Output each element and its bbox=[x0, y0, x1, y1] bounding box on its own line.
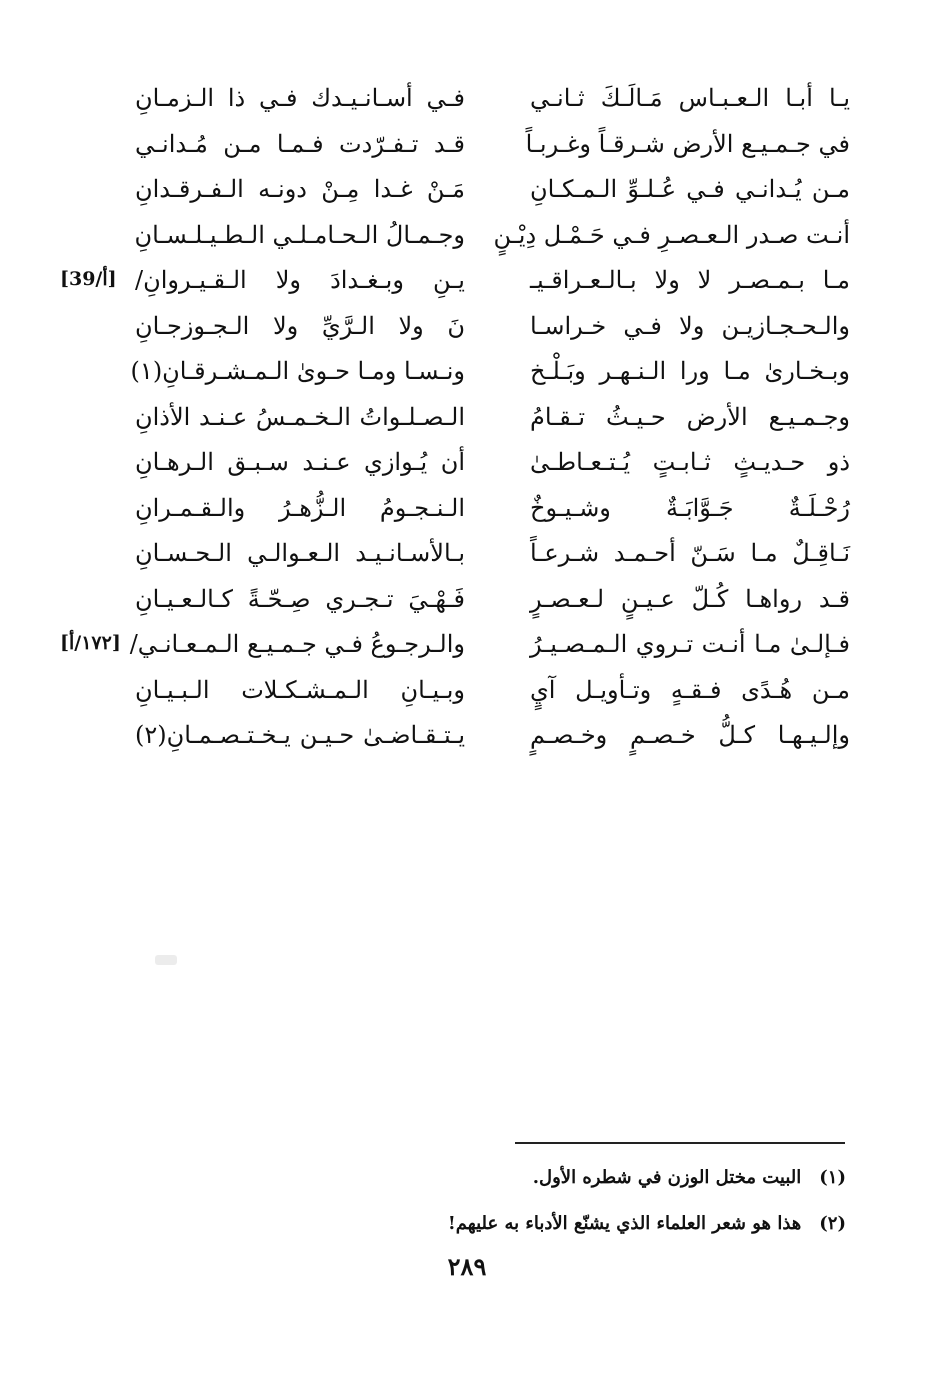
second-hemistich: نَ ولا الـرَّيِّ ولا الـجـوزجـانِ bbox=[135, 311, 465, 340]
second-hemistich: الـنـجـومُ الـزُّهـرُ والـقـمـرانِ bbox=[135, 493, 465, 522]
footnote-divider bbox=[515, 1142, 845, 1144]
verse-row bbox=[60, 397, 850, 443]
first-hemistich: يـا أبـا الـعـبـاس مَـالَـكَ ثـانـي bbox=[530, 84, 850, 112]
first-hemistich: وإلـيـهـا كـلُّ خـصـمٍ وخـصـمٍ bbox=[530, 721, 850, 749]
first-hemistich: أنـت صـدر الـعـصـرِ فـي حَـمْـل دِيْـنٍ bbox=[493, 220, 850, 249]
first-hemistich: مـا بـمـصـر لا ولا بـالـعـراقـيـ bbox=[530, 266, 850, 294]
poem bbox=[60, 78, 850, 761]
footnote bbox=[86, 1201, 846, 1247]
verse-row bbox=[60, 215, 850, 261]
second-hemistich: وبـيـانِ الـمـشـكـلات الـبـيـانِ bbox=[135, 675, 465, 704]
second-hemistich: ونـسـا ومـا حـوىٰ الـمـشـرقـانِ(١) bbox=[130, 357, 465, 385]
second-hemistich: وجـمـالُ الـحـامـلـي الـطـيـلـسـانِ bbox=[134, 220, 465, 249]
first-hemistich: مـن هُـدًى فـقـهٍ وتـأويـل آيٍ bbox=[530, 675, 850, 704]
second-hemistich: مَـنْ غـدا مِـنْ دونـه الـفـرقـدانِ bbox=[135, 175, 465, 203]
verse-row bbox=[60, 715, 850, 761]
verse-row bbox=[60, 442, 850, 488]
footnote bbox=[86, 1155, 846, 1201]
second-hemistich: يـتـقـاضـىٰ حـيـن يـخـتـصـمـانِ(٢) bbox=[135, 721, 465, 749]
verse-row bbox=[60, 351, 850, 397]
second-hemistich: قـد تـفـرّدت فـمـا مـن مُـدانـي bbox=[135, 129, 465, 158]
scan-smudge bbox=[155, 955, 177, 965]
second-hemistich: والـرجـوعُ فـي جـمـيـع الـمـعـانـي/ bbox=[129, 630, 465, 658]
verse-row bbox=[60, 533, 850, 579]
first-hemistich: وجـمـيـع الأرض حـيـثُ تـقـامُ bbox=[530, 402, 850, 431]
verse-row bbox=[60, 579, 850, 625]
second-hemistich: أن يُـوازي عـنـد سـبـق الـرهـانِ bbox=[135, 448, 465, 476]
verse-row bbox=[60, 169, 850, 215]
second-hemistich: فـي أسـانـيـدك فـي ذا الـزمـانِ bbox=[135, 84, 465, 112]
verse-row bbox=[60, 124, 850, 170]
manuscript-folio-ref: [39/أ] bbox=[60, 268, 117, 290]
footnote-number: (١) bbox=[819, 1167, 846, 1188]
second-hemistich: بـالأسـانـيـد الـعـوالـي الـحـسـانِ bbox=[135, 539, 465, 567]
manuscript-folio-ref: [١٧٢/أ] bbox=[60, 632, 121, 654]
first-hemistich: نَـاقِـلٌ مـا سَـنّ أحـمـد شـرعـاً bbox=[530, 539, 850, 567]
first-hemistich: قـد رواهـا كُـلّ عـيـنٍ لـعـصـرٍ bbox=[530, 584, 850, 613]
verse-row bbox=[60, 306, 850, 352]
first-hemistich: وبـخـارىٰ مـا ورا الـنـهـر وبَـلْـخ bbox=[530, 357, 850, 385]
verse-row bbox=[60, 488, 850, 534]
verse-row bbox=[60, 624, 850, 670]
footnote-text: البيت مختل الوزن في شطره الأول. bbox=[532, 1167, 802, 1188]
first-hemistich: مـن يُـدانـي فـي عُـلـوِّ الـمـكـانِ bbox=[530, 175, 850, 203]
verse-row bbox=[60, 670, 850, 716]
first-hemistich: فـإلـىٰ مـا أنـت تـروي الـمـصـيـرُ bbox=[530, 630, 850, 658]
first-hemistich: في جـمـيـع الأرض شـرقـاً وغـربـاً bbox=[525, 129, 850, 158]
first-hemistich: ذو حـديـثٍ ثـابـتٍ يُـتـعـاطـىٰ bbox=[530, 448, 850, 476]
second-hemistich: يـنِ وبـغـدادَ ولا الـقـيـروانِ/ bbox=[135, 266, 465, 294]
verse-row bbox=[60, 78, 850, 124]
footnotes bbox=[86, 1155, 846, 1247]
second-hemistich: الـصـلـواتُ الـخـمـسُ عـنـد الأذانِ bbox=[135, 402, 465, 431]
first-hemistich: والـحـجـازيـن ولا فـي خـراسـا bbox=[530, 311, 850, 340]
verse-row bbox=[60, 260, 850, 306]
footnote-number: (٢) bbox=[819, 1213, 846, 1234]
footnote-text: هذا هو شعر العلماء الذي يشنّع الأدباء به عليهم! bbox=[447, 1213, 802, 1234]
page-number: ٢٨٩ bbox=[447, 1252, 487, 1281]
second-hemistich: فَـهْـيَ تـجـري صِـحّـةً كـالـعـيـانِ bbox=[135, 584, 465, 613]
first-hemistich: رُحْـلَـةٌ جَـوَّابَـةٌ وشـيـوخٌ bbox=[530, 493, 850, 522]
